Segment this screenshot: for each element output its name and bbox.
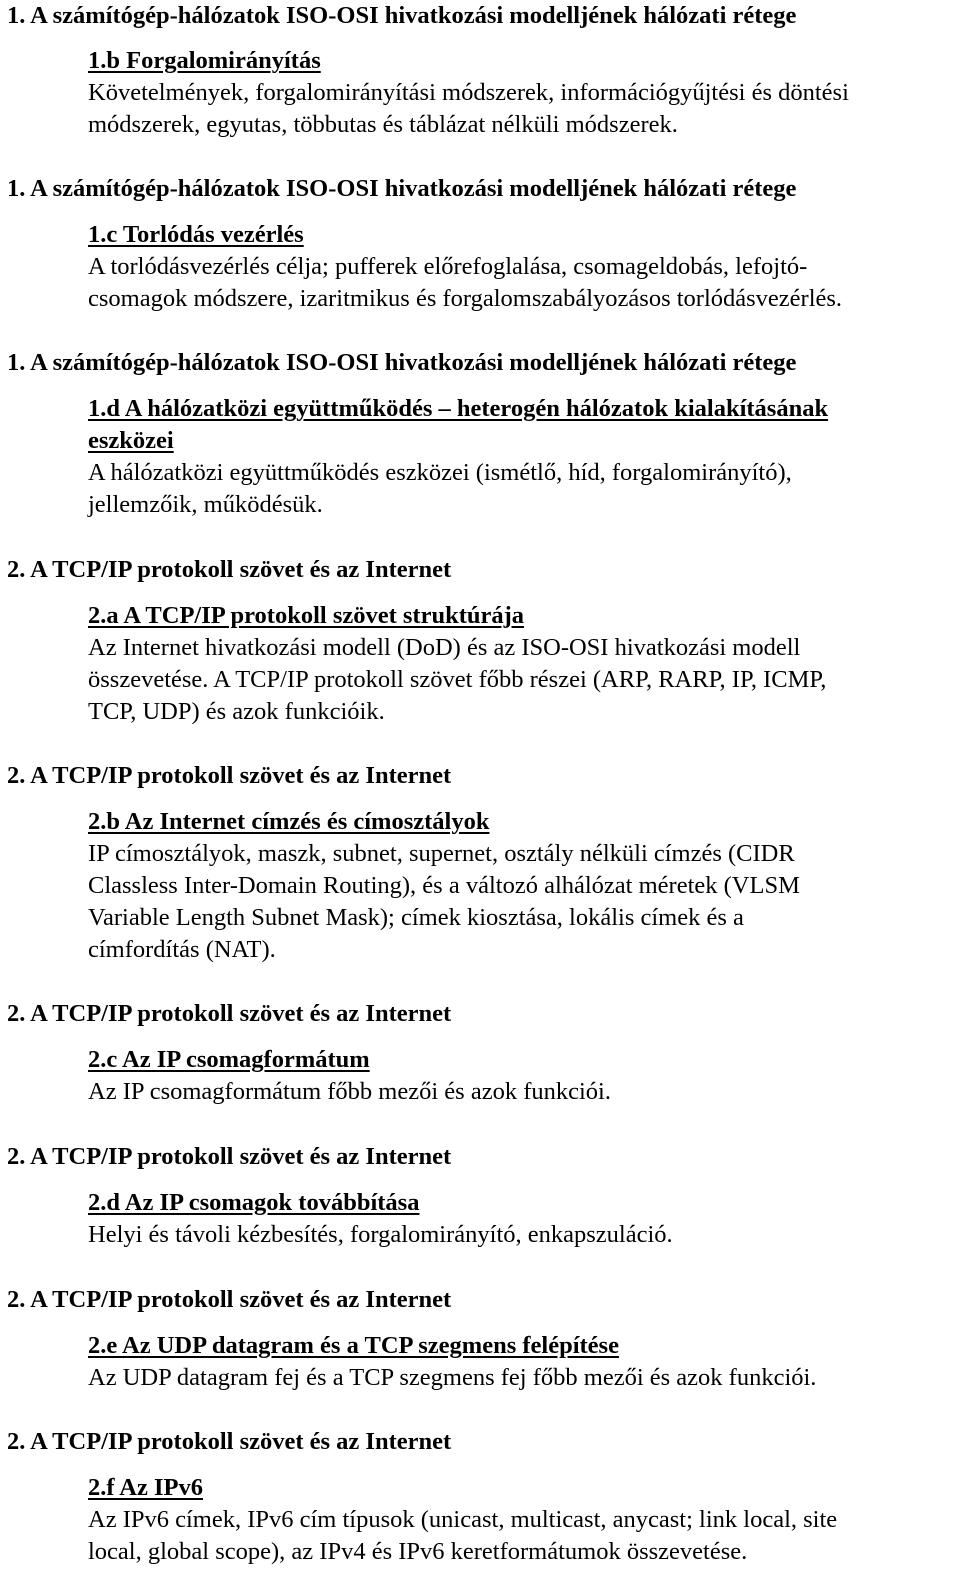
section-description-line: Követelmények, forgalomirányítási módszerek, információgyűjtési és döntési [88, 79, 849, 106]
chapter-heading: 2. A TCP/IP protokoll szövet és az Internet [7, 1286, 452, 1313]
chapter-heading: 2. A TCP/IP protokoll szövet és az Internet [7, 1000, 452, 1027]
section-description-line: A torlódásvezérlés célja; pufferek előrefoglalása, csomageldobás, lefojtó- [88, 253, 808, 280]
chapter-heading: 2. A TCP/IP protokoll szövet és az Internet [7, 556, 452, 583]
section-description-line: jellemzőik, működésük. [88, 491, 323, 518]
section-description-line: Classless Inter-Domain Routing), és a változó alhálózat méretek (VLSM [88, 872, 800, 899]
chapter-heading: 1. A számítógép-hálózatok ISO-OSI hivatkozási modelljének hálózati rétege [7, 175, 797, 202]
section-description-line: Az UDP datagram fej és a TCP szegmens fej főbb mezői és azok funkciói. [88, 1364, 817, 1391]
section-title: 2.f Az IPv6 [88, 1474, 203, 1501]
section-description-line: összevetése. A TCP/IP protokoll szövet főbb részei (ARP, RARP, IP, ICMP, [88, 666, 827, 693]
section-title: 2.b Az Internet címzés és címosztályok [88, 808, 490, 835]
chapter-heading: 1. A számítógép-hálózatok ISO-OSI hivatkozási modelljének hálózati rétege [7, 2, 797, 29]
section-description-line: local, global scope), az IPv4 és IPv6 keretformátumok összevetése. [88, 1538, 748, 1565]
section-description-line: módszerek, egyutas, többutas és táblázat nélküli módszerek. [88, 111, 678, 138]
chapter-heading: 2. A TCP/IP protokoll szövet és az Internet [7, 1428, 452, 1455]
section-title-line: 1.d A hálózatközi együttműködés – heterogén hálózatok kialakításának [88, 395, 829, 422]
section-description-line: IP címosztályok, maszk, subnet, supernet, osztály nélküli címzés (CIDR [88, 840, 795, 867]
section-title: 1.b Forgalomirányítás [88, 47, 321, 74]
section-title-line: eszközei [88, 427, 174, 454]
section-description-line: A hálózatközi együttműködés eszközei (ismétlő, híd, forgalomirányító), [88, 459, 792, 486]
section-description-line: címfordítás (NAT). [88, 936, 276, 963]
section-title: 2.a A TCP/IP protokoll szövet struktúrája [88, 602, 525, 629]
chapter-heading: 1. A számítógép-hálózatok ISO-OSI hivatkozási modelljének hálózati rétege [7, 349, 797, 376]
section-description-line: Az IPv6 címek, IPv6 cím típusok (unicast, multicast, anycast; link local, site [88, 1506, 838, 1533]
section-description-line: TCP, UDP) és azok funkcióik. [88, 698, 385, 725]
section-title: 2.c Az IP csomagformátum [88, 1046, 370, 1073]
section-description-line: Az Internet hivatkozási modell (DoD) és az ISO-OSI hivatkozási modell [88, 634, 801, 661]
section-title: 2.e Az UDP datagram és a TCP szegmens felépítése [88, 1332, 619, 1359]
chapter-heading: 2. A TCP/IP protokoll szövet és az Internet [7, 762, 452, 789]
section-title: 1.c Torlódás vezérlés [88, 221, 304, 248]
section-description-line: Variable Length Subnet Mask); címek kiosztása, lokális címek és a [88, 904, 744, 931]
chapter-heading: 2. A TCP/IP protokoll szövet és az Internet [7, 1143, 452, 1170]
section-description-line: csomagok módszere, izaritmikus és forgalomszabályozásos torlódásvezérlés. [88, 285, 843, 312]
section-title: 2.d Az IP csomagok továbbítása [88, 1189, 420, 1216]
section-description-line: Az IP csomagformátum főbb mezői és azok funkciói. [88, 1078, 611, 1105]
section-description-line: Helyi és távoli kézbesítés, forgalomirányító, enkapszuláció. [88, 1221, 673, 1248]
